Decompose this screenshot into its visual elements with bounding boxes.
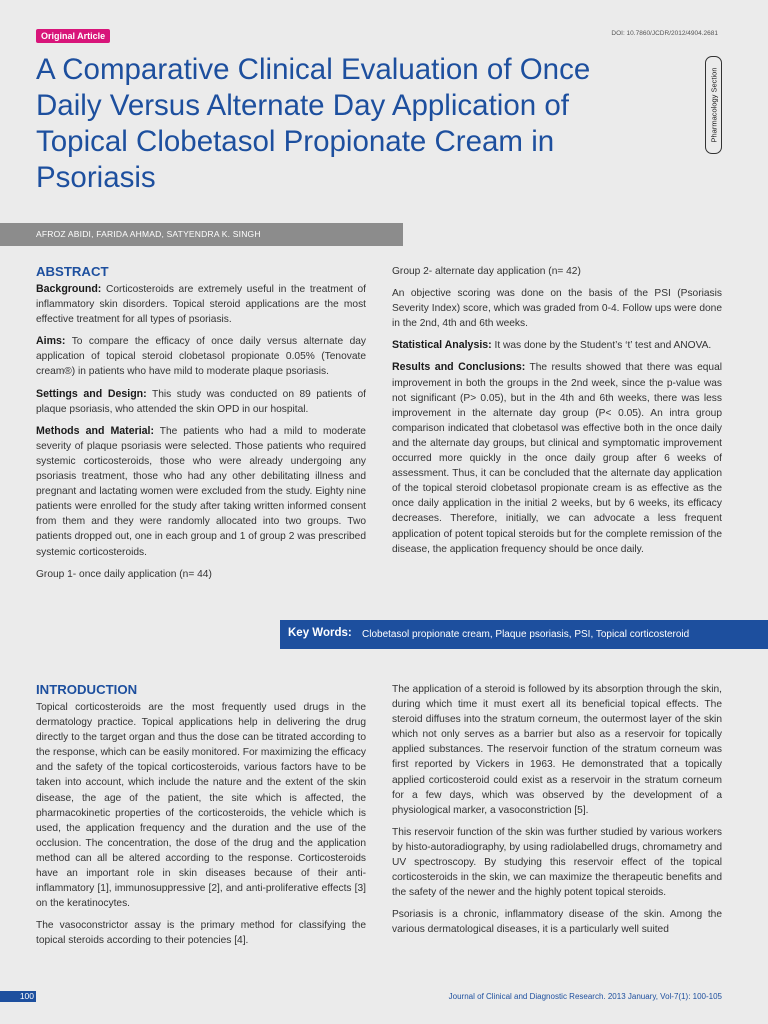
article-title: A Comparative Clinical Evaluation of Once Daily Versus Alternate Day Application of Topical Clobetasol Propionate Cream in Psoriasis <box>36 53 591 194</box>
authors-bar <box>0 223 403 246</box>
introduction-heading: INTRODUCTION <box>36 682 138 697</box>
page-number: 100 <box>0 991 36 1002</box>
settings-label: Settings and Design: <box>36 387 147 400</box>
methods-text: The patients who had a mild to moderate severity of plaque psoriasis were selected. Those patients who required systemic corticosteroids, those who were already undergoing any psoriasis treatment, those who had any other debilitating illness and pregnant and lactating women were excluded from the study. Eighty nine patients were enrolled for the study after taking written informed consent from them and they were randomly allocated into two groups. Two patients dropped out, one in each group and 1 of group 2 was prescribed systemic corticosteroids. <box>36 425 366 558</box>
abstract-left-column <box>36 264 366 589</box>
abstract-right-column <box>392 264 722 564</box>
keywords-bar <box>280 620 768 649</box>
background-text: Corticosteroids are extremely useful in the treatment of inflammatory skin disorders. Topical steroid applications are the most effective treatment for all types of psoriasis. <box>36 284 366 326</box>
abstract-heading: ABSTRACT <box>36 264 109 279</box>
settings-text: This study was conducted on 89 patients of plaque psoriasis, who attended the skin OPD in our hospital. <box>36 388 366 415</box>
intro-paragraph-5: Psoriasis is a chronic, inflammatory disease of the skin. Among the various dermatological diseases, it is a particularly well suited <box>392 909 722 936</box>
journal-citation: Journal of Clinical and Diagnostic Research. 2013 January, Vol-7(1): 100-105 <box>448 992 722 1001</box>
aims-paragraph <box>36 334 366 379</box>
group1-text: Group 1- once daily application (n= 44) <box>36 568 212 580</box>
group2-text: Group 2- alternate day application (n= 42) <box>392 266 581 277</box>
stats-label: Statistical Analysis: <box>392 339 492 352</box>
aims-text: To compare the efficacy of once daily versus alternate day application of topical steroid clobetasol propionate 0.05% (Tenovate cream®) in patients who have mild to moderate plaque psoriasis. <box>36 336 367 378</box>
stats-text: It was done by the Student’s ‘t’ test and ANOVA. <box>494 340 712 352</box>
settings-paragraph <box>36 387 366 417</box>
scoring-text: An objective scoring was done on the basis of the PSI (Psoriasis Severity Index) score, which was graded from 0-4. Follow ups were done in the 2nd, 4th and 6th weeks. <box>392 288 722 330</box>
intro-paragraph-2: The vasoconstrictor assay is the primary method for classifying the topical steroids according to their potencies [4]. <box>36 920 366 947</box>
section-tag <box>705 56 722 154</box>
keywords-label: Key Words: <box>288 627 352 639</box>
section-label: Pharmacology Section <box>709 67 718 143</box>
methods-label: Methods and Material: <box>36 424 155 437</box>
background-paragraph <box>36 282 366 327</box>
methods-paragraph <box>36 424 366 560</box>
authors: AFROZ ABIDI, FARIDA AHMAD, SATYENDRA K. SINGH <box>36 229 261 239</box>
intro-paragraph-3: The application of a steroid is followed by its absorption through the skin, during which time it must exert all its beneficial topical effects. The steroid diffuses into the stratum corneum, the outermost layer of the skin which not only serves as a barrier but also as a reservoir for topically applied substances. The reservoir function of the stratum corneum was first reported by Vickers in 1963. He demonstrated that a topically applied corticosteroid could exist as a reservoir in the stratum corneum for a few days, which was observed by the development of a physiological marker, a vasoconstriction [5]. <box>392 684 722 816</box>
aims-label: Aims: <box>36 335 66 348</box>
intro-paragraph-4: This reservoir function of the skin was further studied by various workers by histo-autoradiography, by using radiolabelled drugs, chromametry and UV spectroscopy. By studying this reservoir effect of the topical corticosteroids in the skin, we can maximize the therapeutic benefits and the safety of the newer and the highly potent topical steroids. <box>392 826 722 899</box>
background-label: Background: <box>36 283 102 295</box>
doi: DOI: 10.7860/JCDR/2012/4904.2681 <box>611 30 718 37</box>
results-paragraph <box>392 360 722 556</box>
results-text: The results showed that there was equal improvement in both the groups in the 2nd week, since the p-value was not significant (P> 0.05), but in the 4th and 6th weeks, there was less improvement in the alternate day group (P< 0.05). An intra group comparison indicated that clobetasol was effective both in the once daily and the alternate day groups, but clinical and symptomatic improvement occurred more quickly in the once daily group after 6 weeks of assessment. Thus, it can be concluded that the alternate day application of the topical steroid clobetasol propionate cream is as effective as the once daily application in the initial 2 weeks, but by 6 weeks, its efficacy decreases. Therefore, initially, we can advocate a less frequent application of potent topical steroids but for the complete remission of the disease, the application frequency should be once daily. <box>392 362 722 555</box>
article-type-badge: Original Article <box>36 29 110 43</box>
intro-paragraph-1: Topical corticosteroids are the most frequently used drugs in the dermatology practice. Topical applications help in delivering the drug directly to the target organ and thus the dose can be titrated according to the response, which can be easily monitored. For maximizing the efficacy and the safety of the topical corticosteroids, various factors have to be taken into account, which include the nature and the extent of the skin disease, the age of the patient, the site which is affected, the pharmacokinetic properties of the corticosteroids, the vehicle which is used, the application frequency and the duration and the use of the occlusion. The concentration, the dose of the drug and the application method can all be altered according to the response. Corticosteroids have an important role in skin diseases because of their anti-inflammatory [1], immunosuppressive [2], and anti-proliferative effects [3] on the keratinocytes. <box>36 702 366 910</box>
results-label: Results and Conclusions: <box>392 361 526 374</box>
keywords-text: Clobetasol propionate cream, Plaque psoriasis, PSI, Topical corticosteroid <box>362 628 690 640</box>
intro-left-column <box>36 682 366 956</box>
stats-paragraph <box>392 338 722 353</box>
intro-right-column <box>392 682 722 945</box>
